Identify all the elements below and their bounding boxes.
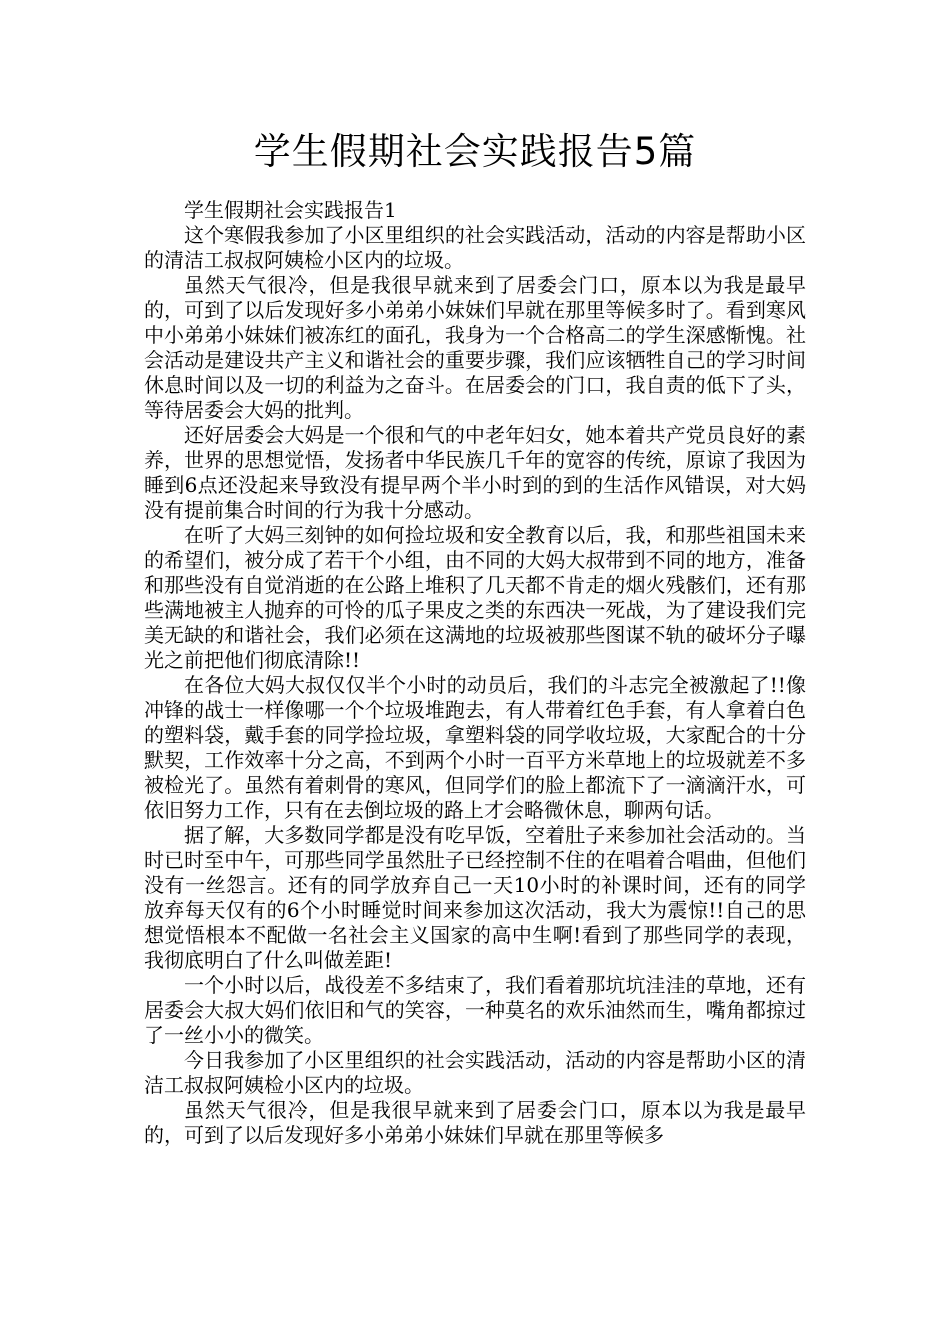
document-body xyxy=(144,198,806,1148)
paragraph: 还好居委会大妈是一个很和气的中老年妇女，她本着共产党员良好的素养，世界的思想觉悟，发扬者中华民族几千年的宽容的传统，原谅了我因为睡到6点还没起来导致没有提早两个半小时到的到的生活作风错误，对大妈没有提前集合时间的行为我十分感动。 xyxy=(144,423,806,522)
paragraph: 据了解，大多数同学都是没有吃早饭，空着肚子来参加社会活动的。当时已时至中午，可那些同学虽然肚子已经控制不住的在唱着合唱曲，但他们没有一丝怨言。还有的同学放弃自己一天10小时的补课时间，还有的同学放弃每天仅有的6个小时睡觉时间来参加这次活动，我大为震惊!!自己的思想觉悟根本不配做一名社会主义国家的高中生啊!看到了那些同学的表现，我彻底明白了什么叫做差距! xyxy=(144,823,806,972)
paragraph: 虽然天气很冷，但是我很早就来到了居委会门口，原本以为我是最早的，可到了以后发现好多小弟弟小妹妹们早就在那里等候多时了。看到寒风中小弟弟小妹妹们被冻红的面孔，我身为一个合格高二的学生深感惭愧。社会活动是建设共产主义和谐社会的重要步骤，我们应该牺牲自己的学习时间休息时间以及一切的利益为之奋斗。在居委会的门口，我自责的低下了头，等待居委会大妈的批判。 xyxy=(144,273,806,422)
paragraph: 在各位大妈大叔仅仅半个小时的动员后，我们的斗志完全被激起了!!像冲锋的战士一样像哪一个个垃圾堆跑去，有人带着红色手套，有人拿着白色的塑料袋，戴手套的同学捡垃圾，拿塑料袋的同学收垃圾，大家配合的十分默契，工作效率十分之高，不到两个小时一百平方米草地上的垃圾就差不多被检光了。虽然有着刺骨的寒风，但同学们的脸上都流下了一滴滴汗水，可依旧努力工作，只有在去倒垃圾的路上才会略微休息，聊两句话。 xyxy=(144,673,806,822)
document-title: 学生假期社会实践报告5篇 xyxy=(253,130,697,173)
paragraph: 今日我参加了小区里组织的社会实践活动，活动的内容是帮助小区的清洁工叔叔阿姨检小区内的垃圾。 xyxy=(144,1048,806,1097)
paragraph: 在听了大妈三刻钟的如何捡垃圾和安全教育以后，我，和那些祖国未来的希望们，被分成了若干个小组，由不同的大妈大叔带到不同的地方，准备和那些没有自觉消逝的在公路上堆积了几天都不肯走的烟火残骸们，还有那些满地被主人抛弃的可怜的瓜子果皮之类的东西决一死战，为了建设我们完美无缺的和谐社会，我们必须在这满地的垃圾被那些图谋不轨的破坏分子曝光之前把他们彻底清除!! xyxy=(144,523,806,672)
paragraph: 一个小时以后，战役差不多结束了，我们看着那坑坑洼洼的草地，还有居委会大叔大妈们依旧和气的笑容，一种莫名的欢乐油然而生，嘴角都掠过了一丝小小的微笑。 xyxy=(144,973,806,1047)
paragraph: 这个寒假我参加了小区里组织的社会实践活动，活动的内容是帮助小区的清洁工叔叔阿姨检小区内的垃圾。 xyxy=(144,223,806,272)
paragraph: 学生假期社会实践报告1 xyxy=(184,198,397,222)
paragraph: 虽然天气很冷，但是我很早就来到了居委会门口，原本以为我是最早的，可到了以后发现好多小弟弟小妹妹们早就在那里等候多 xyxy=(144,1098,806,1147)
